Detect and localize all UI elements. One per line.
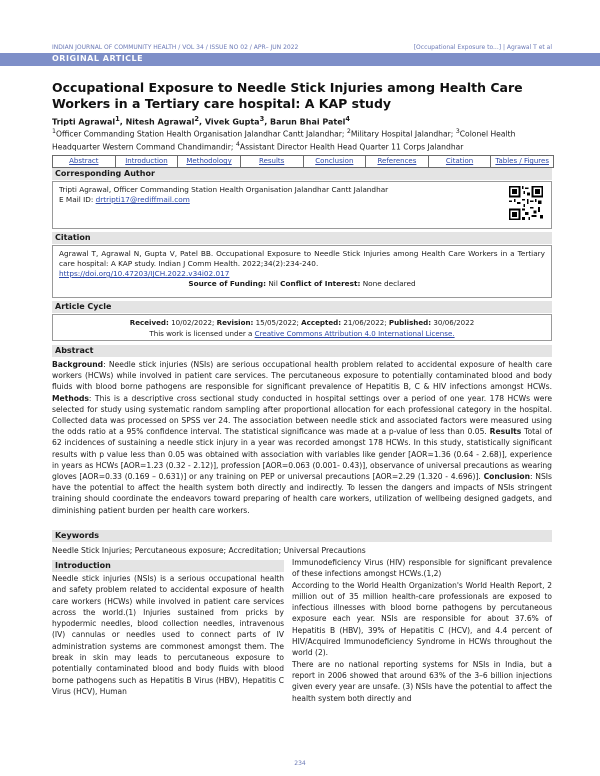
corresponding-heading: Corresponding Author: [52, 168, 552, 180]
nav-results[interactable]: Results: [241, 156, 304, 167]
citation-heading: Citation: [52, 232, 552, 244]
nav-abstract[interactable]: Abstract: [53, 156, 116, 167]
doi-link[interactable]: https://doi.org/10.47203/IJCH.2022.v34i02.017: [59, 269, 230, 278]
email-link[interactable]: drtripti17@rediffmail.com: [95, 195, 190, 204]
funding-line: Source of Funding: Nil Conflict of Interest: None declared: [188, 279, 416, 288]
citation-text: Agrawal T, Agrawal N, Gupta V, Patel BB. Occupational Exposure to Needle Stick Injuries among Health Care Workers in a Tertiary care hospital: A KAP study. Indian J Comm Health. 2022;34(2):234-240.: [59, 249, 545, 268]
article-type: ORIGINAL ARTICLE: [52, 54, 144, 63]
corresponding-name: Tripti Agrawal, Officer Commanding Station Health Organisation Jalandhar Cantt Jalandhar: [59, 185, 389, 194]
nav-methodology[interactable]: Methodology: [178, 156, 241, 167]
journal-info: INDIAN JOURNAL OF COMMUNITY HEALTH / VOL 34 / ISSUE NO 02 / APR– JUN 2022: [52, 44, 299, 51]
article-cycle-box: [52, 314, 552, 341]
license-link[interactable]: Creative Commons Attribution 4.0 International License.: [254, 329, 455, 338]
running-header: [52, 44, 552, 51]
abstract-heading: Abstract: [52, 345, 552, 357]
cycle-dates: Received: 10/02/2022; Revision: 15/05/2022; Accepted: 21/06/2022; Published: 30/06/2022: [129, 318, 475, 327]
citation-box: [52, 245, 552, 298]
nav-tables-figures[interactable]: Tables / Figures: [495, 157, 549, 165]
keywords-heading: Keywords: [52, 530, 552, 542]
nav-introduction[interactable]: Introduction: [116, 156, 179, 167]
introduction-col2: [292, 557, 552, 704]
email-line: E Mail ID: drtripti17@rediffmail.com: [59, 195, 190, 204]
intro-paragraph: Immunodeficiency Virus (HIV) responsible for significant prevalence of these infections amongst HCWs.(1,2): [292, 558, 552, 579]
author: Barun Bhai Patel: [270, 117, 346, 127]
nav-conclusion[interactable]: Conclusion: [304, 156, 367, 167]
intro-paragraph: According to the World Health Organization's World Health Report, 2 million out of 35 million health-care professionals are exposed to infectious illnesses with blood borne pathogens by percutaneous exposure each year. NSIs are responsible for about 37.6% of Hepatitis B (HBV), 39% of Hepatitis C (HCV), and 4.4 percent of HIV/Acquired Immunodeficiency Syndrome in HCWs throughout the world (2).: [292, 580, 552, 658]
page-title: Occupational Exposure to Needle Stick Injuries among Health Care Workers in a Tertiary care hospital: A KAP study: [52, 80, 523, 111]
qr-code-icon: [509, 186, 543, 220]
article-cycle-heading: Article Cycle: [52, 301, 552, 313]
article-type-bar: [0, 53, 600, 66]
introduction-heading: Introduction: [52, 560, 284, 572]
corresponding-box: [52, 181, 552, 229]
page-number: 234: [294, 760, 306, 767]
abstract-text: Background: Needle stick injuries (NSIs) are serious occupational health problem related to accidental exposure of health care workers (HCWs) while involved in patient care services. The percutaneous exposure to potentially contaminated blood and body fluids with blood borne pathogens are responsible for significant prevalence of Hepatitis B, C & HIV infections amongst HCWs. Methods: This is a descriptive cross sectional study conducted in hospital settings over a period of one year. 178 HCWs were selected for study using systematic random sampling after proportional allocation for each professional category in the hospital. Collected data was processed on SPSS ver 24. The association between needle stick and associated factors were measured using the odds ratio at a 95% confidence interval. The statistical significance was made at a p-value of less than 0.05. Results Total of 62 incidences of sustaining a needle stick injury in a year was recorded amongst 178 HCWs. In this study, statistically significant results with p value less than 0.05 was obtained with association with variables like gender [AOR=1.36 (0.64 - 2.68)], experience in years as HCWs [AOR=1.23 (0.32 - 2.12)], profession [AOR=0.063 (0.001- 0.43)], observance of universal precautions as wearing gloves [AOR=0.33 (0.169 – 0.631)] or any training on PEP or universal precautions [AOR=2.29 (1.320 - 4.696)]. Conclusion: NSIs have the potential to affect the health system both directly and indirectly. To lessen the dangers and impacts of NSIs stringent training should coordinate the endeavors toward preparing of health care workers, utilization of wellbeing designed gadgets, and diminishing patient burden per health care workers.: [52, 360, 553, 515]
nav-citation[interactable]: Citation: [429, 156, 492, 167]
author: Nitesh Agrawal: [125, 117, 195, 127]
nav-references[interactable]: References: [366, 156, 429, 167]
running-title: [Occupational Exposure to...] | Agrawal T et al: [413, 44, 552, 51]
intro-paragraph: There are no national reporting systems for NSIs in India, but a report in 2006 showed that around 63% of the 3–6 billion injections given every year are unsafe. (3) NSIs have the potential to affect the health system both directly and: [292, 659, 552, 703]
license-line: This work is licensed under a Creative Commons Attribution 4.0 International License.: [149, 329, 455, 338]
author: Vivek Gupta: [204, 117, 260, 127]
introduction-col1: Needle stick injuries (NSIs) is a serious occupational health and safety problem related to accidental exposure of health care workers (HCWs) while involved in patient care services across the world.(1) Injuries sustained from pricks by hypodermic needles, blood collection needles, intravenous (IV) cannulas or needles used to connect parts of IV administration systems are commonest amongst them. The break in skin may leads to percutaneous exposure to potentially contaminated blood and body fluids with blood borne pathogens such as Hepatitis B Virus (HBV), Hepatitis C Virus (HCV), Human: [52, 574, 284, 696]
author-list: Tripti Agrawal$^1$, Nitesh Agrawal$^2$, Vivek Gupta$^3$, Barun Bhai Patel$^4$: [52, 115, 351, 127]
author: Tripti Agrawal: [52, 117, 116, 127]
keywords-text: Needle Stick Injuries; Percutaneous exposure; Accreditation; Universal Precautions: [52, 546, 366, 555]
affiliations: $^1$Officer Commanding Station Health Organisation Jalandhar Cantt Jalandhar; $^2$Military Hospital Jalandhar; $^3$Colonel Health Headquarter Western Command Chandimandir; $^4$Assistant Director Health Head Quarter 11 Corps Jalandhar: [52, 128, 516, 152]
section-nav: [52, 155, 554, 168]
